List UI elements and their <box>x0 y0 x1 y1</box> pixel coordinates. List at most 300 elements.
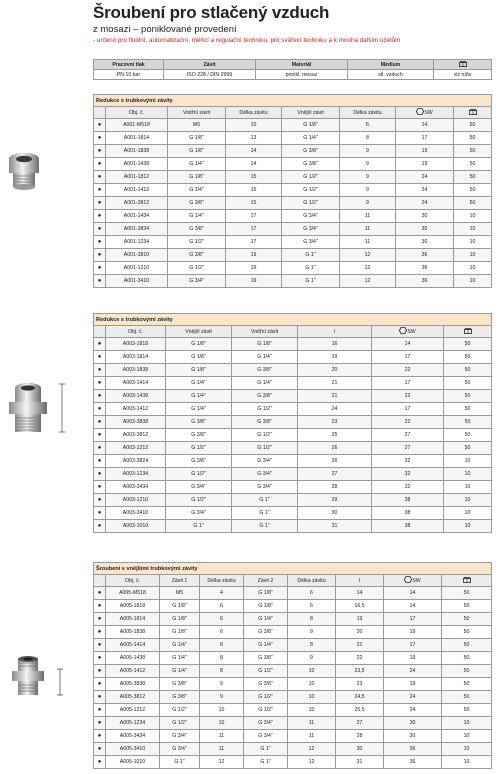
table-cell: G 3/8" <box>166 455 232 468</box>
table-row <box>94 275 492 288</box>
row-bullet: ● <box>94 756 106 769</box>
row-bullet: ● <box>94 132 106 145</box>
reducer-photo-1 <box>4 150 44 192</box>
table-cell: 50 <box>442 613 492 626</box>
table-cell: 6 <box>200 600 244 613</box>
table-cell: G 1/4" <box>168 184 226 197</box>
row-bullet: ● <box>94 704 106 717</box>
table-cell: G 1/4" <box>232 377 298 390</box>
table-cell: G 1/2" <box>232 403 298 416</box>
table-cell: 8 <box>288 639 336 652</box>
table-cell: 50 <box>442 639 492 652</box>
table-cell: 38 <box>372 507 444 520</box>
table-cell: 15 <box>226 197 282 210</box>
table-cell: 10 <box>444 507 492 520</box>
table-cell: G 3/4" <box>282 223 340 236</box>
column-header: Obj. č. <box>106 575 160 587</box>
order-number: A003-1438 <box>106 390 166 403</box>
table-cell: 36 <box>396 275 454 288</box>
table-cell: 30 <box>298 507 372 520</box>
table-cell: 50 <box>444 442 492 455</box>
table-cell: 9 <box>200 678 244 691</box>
table-row <box>94 390 492 403</box>
table-cell: G 1/8" <box>244 587 288 600</box>
table-row <box>94 351 492 364</box>
table-cell: 50 <box>444 390 492 403</box>
table-row <box>94 652 492 665</box>
column-header <box>454 107 492 119</box>
table-cell: G 1/4" <box>166 377 232 390</box>
table-cell: 10 <box>454 249 492 262</box>
table-cell: 9 <box>340 171 396 184</box>
order-number: A001-1812 <box>106 171 168 184</box>
section-header <box>94 314 492 326</box>
order-number: A001-3810 <box>106 249 168 262</box>
table-cell: 17 <box>372 403 444 416</box>
section-header <box>94 563 492 575</box>
row-bullet: ● <box>94 717 106 730</box>
table-row <box>94 468 492 481</box>
table-cell: G 1" <box>244 756 288 769</box>
table-row <box>94 338 492 351</box>
row-bullet: ● <box>94 145 106 158</box>
table-cell: 6 <box>288 587 336 600</box>
table-cell: 23 <box>336 678 384 691</box>
row-bullet: ● <box>94 613 106 626</box>
table-cell: G 1/2" <box>232 442 298 455</box>
order-number: A001-1234 <box>106 236 168 249</box>
row-bullet: ● <box>94 249 106 262</box>
table-cell: G 1" <box>244 743 288 756</box>
column-header: Závit 1 <box>160 575 200 587</box>
table-cell: 9 <box>288 626 336 639</box>
table-cell: 9 <box>340 184 396 197</box>
table-cell: 19 <box>226 275 282 288</box>
table-cell: 12 <box>340 249 396 262</box>
table-cell: G 3/4" <box>160 743 200 756</box>
table-cell: 12 <box>340 262 396 275</box>
table-cell: 50 <box>444 403 492 416</box>
row-bullet: ● <box>94 197 106 210</box>
table-cell: G 1/8" <box>244 600 288 613</box>
table-cell: 50 <box>454 171 492 184</box>
row-bullet: ● <box>94 626 106 639</box>
table-cell: 10 <box>442 730 492 743</box>
table-cell: G 1/4" <box>282 132 340 145</box>
table-cell: 26 <box>298 455 372 468</box>
table-cell: G 1" <box>282 275 340 288</box>
table-cell: G 3/4" <box>232 455 298 468</box>
table-cell: 10 <box>200 717 244 730</box>
table-cell: G 1" <box>232 494 298 507</box>
table-cell: 6 <box>340 119 396 132</box>
column-header <box>444 326 492 338</box>
table-cell: 9 <box>288 652 336 665</box>
table-row <box>94 145 492 158</box>
order-number: A003-1838 <box>106 364 166 377</box>
column-header <box>396 107 454 119</box>
table-cell: 31 <box>336 756 384 769</box>
table-cell: G 1/8" <box>168 132 226 145</box>
table-cell: 24 <box>298 403 372 416</box>
order-number: A005-1438 <box>106 652 160 665</box>
order-number: A003-1234 <box>106 468 166 481</box>
table-cell: 50 <box>442 626 492 639</box>
table-row <box>94 756 492 769</box>
column-header <box>372 326 444 338</box>
table-cell: G 1/4" <box>166 403 232 416</box>
row-bullet: ● <box>94 275 106 288</box>
table-cell: 11 <box>340 236 396 249</box>
table-row <box>94 442 492 455</box>
table-cell: 24 <box>384 691 442 704</box>
table-cell: 28 <box>298 481 372 494</box>
spec-value-pack: viz níže <box>434 70 492 80</box>
table-row <box>94 210 492 223</box>
row-bullet: ● <box>94 730 106 743</box>
table-cell: 25 <box>298 429 372 442</box>
table-cell: G 3/8" <box>168 223 226 236</box>
table-cell: 50 <box>444 351 492 364</box>
table-cell: 6 <box>200 613 244 626</box>
table-cell: 10 <box>442 743 492 756</box>
section-title: Redukce s trubkovými závity <box>94 95 492 107</box>
table-cell: 28 <box>336 730 384 743</box>
table-cell: 32 <box>372 455 444 468</box>
table-cell: 10 <box>200 704 244 717</box>
row-bullet: ● <box>94 639 106 652</box>
table-cell: 9 <box>340 197 396 210</box>
table-cell: 24,5 <box>336 691 384 704</box>
row-bullet: ● <box>94 743 106 756</box>
spec-value-pressure: PN 10 bar <box>94 70 164 80</box>
row-bullet: ● <box>94 468 106 481</box>
column-header: Vnitřní závit <box>232 326 298 338</box>
table-cell: G 3/8" <box>232 364 298 377</box>
column-header <box>94 326 106 338</box>
table-row <box>94 730 492 743</box>
table-cell: G 1/8" <box>232 338 298 351</box>
table-cell: 20 <box>298 364 372 377</box>
column-header: Vnější závit <box>166 326 232 338</box>
table-cell: M5 <box>160 587 200 600</box>
table-cell: 24 <box>396 184 454 197</box>
table-row <box>94 626 492 639</box>
row-bullet: ● <box>94 351 106 364</box>
table-row <box>94 455 492 468</box>
row-bullet: ● <box>94 507 106 520</box>
table-cell: 12 <box>288 756 336 769</box>
table-row <box>94 416 492 429</box>
table-cell: 36 <box>384 743 442 756</box>
table-cell: G 1/4" <box>166 390 232 403</box>
table-row <box>94 377 492 390</box>
table-cell: 8 <box>200 639 244 652</box>
column-header: l <box>336 575 384 587</box>
table-cell: 23,5 <box>336 665 384 678</box>
table-cell: 10 <box>454 262 492 275</box>
table-cell: G 3/4" <box>244 730 288 743</box>
table-row <box>94 364 492 377</box>
table-cell: G 1/8" <box>160 626 200 639</box>
table-cell: 30 <box>384 717 442 730</box>
table-cell: G 1/4" <box>160 639 200 652</box>
order-number: A005-1838 <box>106 626 160 639</box>
table-row <box>94 481 492 494</box>
column-header: Délka závitu <box>340 107 396 119</box>
column-header: Závit 2 <box>244 575 288 587</box>
column-header <box>94 107 106 119</box>
table-cell: 14 <box>396 119 454 132</box>
table-cell: G 1" <box>282 249 340 262</box>
spec-header-material: Materiál <box>256 60 348 70</box>
order-number: A003-1210 <box>106 494 166 507</box>
table-cell: G 1/4" <box>168 210 226 223</box>
row-bullet: ● <box>94 377 106 390</box>
row-bullet: ● <box>94 520 106 533</box>
order-number: A003-3824 <box>106 455 166 468</box>
section-title: Šroubení s vnějšími trubkovými závity <box>94 563 492 575</box>
table-cell: G 1" <box>160 756 200 769</box>
order-number: A005-1414 <box>106 639 160 652</box>
box-pack-icon <box>469 109 477 117</box>
table-cell: 50 <box>442 665 492 678</box>
table-cell: 11 <box>200 743 244 756</box>
table-cell: 12 <box>288 743 336 756</box>
table-cell: 29 <box>298 494 372 507</box>
table-cell: G 1" <box>232 520 298 533</box>
order-number: A005-1234 <box>106 717 160 730</box>
table-cell: 11 <box>288 717 336 730</box>
table-cell: 10 <box>226 119 282 132</box>
row-bullet: ● <box>94 403 106 416</box>
table-cell: 11 <box>200 730 244 743</box>
row-bullet: ● <box>94 158 106 171</box>
table-cell: 10 <box>288 665 336 678</box>
order-number: A001-3834 <box>106 223 168 236</box>
table-cell: 27 <box>336 717 384 730</box>
table-cell: M5 <box>168 119 226 132</box>
column-header: Délka závitu <box>200 575 244 587</box>
table-row <box>94 600 492 613</box>
table-cell: 9 <box>200 691 244 704</box>
column-header-label: SW <box>407 328 416 335</box>
row-bullet: ● <box>94 665 106 678</box>
table-row <box>94 249 492 262</box>
order-number: A005-1212 <box>106 704 160 717</box>
box-pack-icon <box>463 577 471 585</box>
order-number: A005-1814 <box>106 613 160 626</box>
product-table-fittings-a005 <box>93 562 492 769</box>
table-cell: 38 <box>372 494 444 507</box>
row-bullet: ● <box>94 223 106 236</box>
table-cell: 8 <box>288 613 336 626</box>
table-cell: G 1/2" <box>282 171 340 184</box>
order-number: A003-1414 <box>106 377 166 390</box>
table-cell: 25,5 <box>336 704 384 717</box>
table-row <box>94 665 492 678</box>
table-cell: 36 <box>384 756 442 769</box>
table-cell: G 3/8" <box>244 678 288 691</box>
order-number: A005-M518 <box>106 587 160 600</box>
spec-header-medium: Médium <box>348 60 434 70</box>
row-bullet: ● <box>94 678 106 691</box>
row-bullet: ● <box>94 119 106 132</box>
table-cell: 11 <box>340 223 396 236</box>
fitting-photo-3 <box>4 655 68 701</box>
table-cell: 50 <box>442 587 492 600</box>
table-cell: 50 <box>442 652 492 665</box>
table-cell: 50 <box>442 691 492 704</box>
page-subtitle: z mosazi – poniklované provedení <box>93 24 237 35</box>
column-header: Délka závitu <box>226 107 282 119</box>
page-title: Šroubení pro stlačený vzduch <box>93 3 330 22</box>
table-row <box>94 743 492 756</box>
table-row <box>94 171 492 184</box>
table-cell: G 3/4" <box>282 236 340 249</box>
table-cell: G 1/4" <box>160 665 200 678</box>
spec-value-material: ponikl. mosaz <box>256 70 348 80</box>
row-bullet: ● <box>94 171 106 184</box>
column-header: l <box>298 326 372 338</box>
column-header <box>442 575 492 587</box>
table-cell: 30 <box>336 743 384 756</box>
table-cell: G 1/2" <box>244 691 288 704</box>
table-cell: 22 <box>372 416 444 429</box>
column-header-row <box>94 107 492 119</box>
box-pack-icon <box>464 328 472 336</box>
table-cell: 11 <box>288 730 336 743</box>
table-row <box>94 507 492 520</box>
table-cell: 16,5 <box>336 600 384 613</box>
table-cell: 10 <box>454 210 492 223</box>
table-cell: 15 <box>226 171 282 184</box>
column-header: Obj. č. <box>106 326 166 338</box>
order-number: A001-1814 <box>106 132 168 145</box>
table-cell: 10 <box>454 223 492 236</box>
table-cell: G 3/8" <box>168 197 226 210</box>
table-cell: 19 <box>298 351 372 364</box>
order-number: A001-3812 <box>106 197 168 210</box>
reducer-photo-2 <box>4 378 68 438</box>
table-cell: G 1/4" <box>244 613 288 626</box>
table-cell: 10 <box>444 468 492 481</box>
order-number: A001-1838 <box>106 145 168 158</box>
table-cell: 50 <box>454 197 492 210</box>
table-cell: 8 <box>200 665 244 678</box>
product-table-reducers-a003 <box>93 313 492 533</box>
table-cell: G 1/2" <box>160 704 200 717</box>
order-number: A005-1818 <box>106 600 160 613</box>
order-number: A003-1212 <box>106 442 166 455</box>
row-bullet: ● <box>94 481 106 494</box>
table-cell: 50 <box>454 132 492 145</box>
table-cell: G 3/8" <box>244 626 288 639</box>
table-row <box>94 429 492 442</box>
table-cell: 19 <box>336 613 384 626</box>
row-bullet: ● <box>94 262 106 275</box>
table-row <box>94 639 492 652</box>
row-bullet: ● <box>94 587 106 600</box>
table-row <box>94 184 492 197</box>
table-cell: 14 <box>372 338 444 351</box>
table-cell: 8 <box>340 132 396 145</box>
table-cell: 10 <box>444 455 492 468</box>
table-cell: G 3/4" <box>282 210 340 223</box>
table-cell: 24 <box>396 197 454 210</box>
table-cell: 19 <box>384 678 442 691</box>
table-cell: G 1/8" <box>166 351 232 364</box>
row-bullet: ● <box>94 416 106 429</box>
section-title: Redukce s trubkovými závity <box>94 314 492 326</box>
order-number: A005-1010 <box>106 756 160 769</box>
table-cell: G 1/8" <box>282 119 340 132</box>
table-cell: 50 <box>442 600 492 613</box>
table-cell: 10 <box>442 756 492 769</box>
table-cell: 21 <box>298 377 372 390</box>
table-cell: G 3/4" <box>232 468 298 481</box>
table-cell: G 3/4" <box>232 481 298 494</box>
order-number: A001-1412 <box>106 184 168 197</box>
table-cell: G 1" <box>166 520 232 533</box>
table-cell: 50 <box>454 119 492 132</box>
table-cell: G 1/8" <box>168 171 226 184</box>
row-bullet: ● <box>94 442 106 455</box>
table-row <box>94 197 492 210</box>
table-cell: 36 <box>396 262 454 275</box>
table-cell: 31 <box>298 520 372 533</box>
table-cell: G 1/2" <box>282 197 340 210</box>
table-cell: 14 <box>336 587 384 600</box>
row-bullet: ● <box>94 364 106 377</box>
table-cell: 30 <box>396 223 454 236</box>
table-cell: 24 <box>384 665 442 678</box>
table-cell: 17 <box>226 210 282 223</box>
table-cell: 19 <box>226 262 282 275</box>
column-header: Délka závitu <box>288 575 336 587</box>
table-row <box>94 262 492 275</box>
table-cell: 4 <box>200 587 244 600</box>
order-number: A003-1010 <box>106 520 166 533</box>
table-cell: 30 <box>396 210 454 223</box>
table-cell: 10 <box>288 704 336 717</box>
table-cell: 32 <box>372 468 444 481</box>
table-cell: G 1/2" <box>244 704 288 717</box>
column-header-label: SW <box>412 577 421 584</box>
table-cell: G 1/2" <box>282 184 340 197</box>
spec-header-thread: Závit <box>164 60 256 70</box>
table-row <box>94 119 492 132</box>
table-cell: 19 <box>226 249 282 262</box>
row-bullet: ● <box>94 236 106 249</box>
table-cell: G 3/8" <box>282 158 340 171</box>
column-header: Vnitřní závit <box>168 107 226 119</box>
table-cell: 50 <box>454 158 492 171</box>
table-cell: 19 <box>384 626 442 639</box>
table-cell: G 3/8" <box>166 416 232 429</box>
table-cell: 10 <box>288 691 336 704</box>
table-cell: G 3/8" <box>160 691 200 704</box>
table-cell: 17 <box>384 639 442 652</box>
table-cell: 10 <box>454 275 492 288</box>
column-header <box>384 575 442 587</box>
table-cell: 19 <box>384 652 442 665</box>
table-cell: 22 <box>372 390 444 403</box>
row-bullet: ● <box>94 390 106 403</box>
table-cell: 12 <box>340 275 396 288</box>
table-cell: 36 <box>396 249 454 262</box>
table-cell: 17 <box>372 351 444 364</box>
